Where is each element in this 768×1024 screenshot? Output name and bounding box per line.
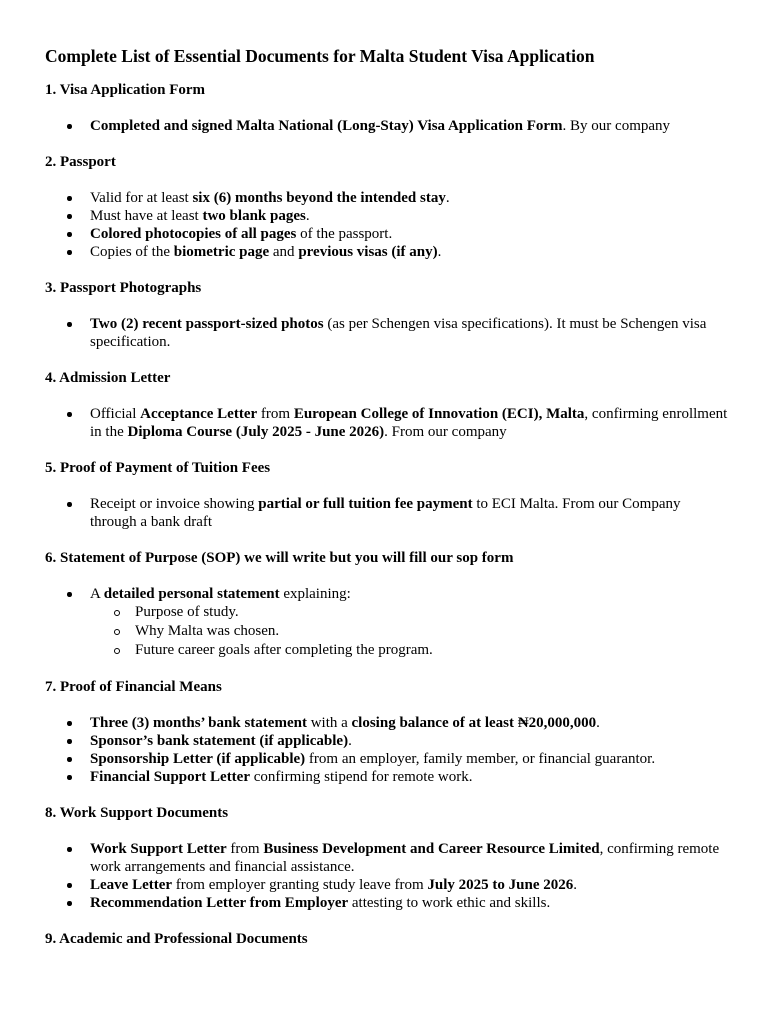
list-item: A detailed personal statement explaining: Purpose of study. Why Malta was chosen. Future career goals after completing the program.: [45, 585, 728, 660]
section-1-list: [45, 117, 728, 135]
section-heading-4: 4. Admission Letter: [45, 370, 171, 386]
bullet-icon: [67, 721, 72, 726]
bullet-icon: [67, 757, 72, 762]
list-item: Must have at least two blank pages.: [45, 207, 728, 225]
circle-bullet-icon: [114, 648, 120, 654]
list-item: Three (3) months’ bank statement with a closing balance of at least ₦20,000,000.: [45, 714, 728, 732]
sub-list-item: Why Malta was chosen.: [90, 622, 728, 641]
list-item: Leave Letter from employer granting study leave from July 2025 to June 2026.: [45, 876, 728, 894]
sub-list-item: Purpose of study.: [90, 603, 728, 622]
list-item: Completed and signed Malta National (Long-Stay) Visa Application Form. By our company: [45, 117, 728, 135]
bullet-icon: [67, 322, 72, 327]
bullet-icon: [67, 739, 72, 744]
section-2-list: [45, 189, 728, 261]
bullet-icon: [67, 214, 72, 219]
document-title: Complete List of Essential Documents for Malta Student Visa Application: [45, 46, 595, 66]
sub-list-item: Future career goals after completing the program.: [90, 641, 728, 660]
bullet-icon: [67, 124, 72, 129]
list-item: Two (2) recent passport-sized photos (as per Schengen visa specifications). It must be Schengen visa specification.: [45, 315, 728, 351]
bullet-icon: [67, 250, 72, 255]
list-item: Work Support Letter from Business Development and Career Resource Limited, confirming remote work arrangements and financial assistance.: [45, 840, 728, 876]
bullet-icon: [67, 883, 72, 888]
list-item: Recommendation Letter from Employer attesting to work ethic and skills.: [45, 894, 728, 912]
bullet-icon: [67, 775, 72, 780]
section-5-list: [45, 495, 728, 531]
sop-sublist: [90, 603, 728, 660]
section-heading-3: 3. Passport Photographs: [45, 280, 202, 296]
bullet-icon: [67, 592, 72, 597]
bullet-icon: [67, 502, 72, 507]
section-heading-1: 1. Visa Application Form: [45, 82, 206, 98]
bullet-icon: [67, 901, 72, 906]
section-4-list: [45, 405, 728, 441]
bullet-icon: [67, 847, 72, 852]
section-heading-9: 9. Academic and Professional Documents: [45, 931, 308, 947]
list-item: Valid for at least six (6) months beyond the intended stay.: [45, 189, 728, 207]
bullet-icon: [67, 232, 72, 237]
section-heading-5: 5. Proof of Payment of Tuition Fees: [45, 460, 271, 476]
bullet-icon: [67, 196, 72, 201]
bullet-icon: [67, 412, 72, 417]
list-item: Financial Support Letter confirming stipend for remote work.: [45, 768, 728, 786]
list-item: Receipt or invoice showing partial or full tuition fee payment to ECI Malta. From our Company through a bank draft: [45, 495, 728, 531]
list-item: Sponsorship Letter (if applicable) from an employer, family member, or financial guarantor.: [45, 750, 728, 768]
circle-bullet-icon: [114, 610, 120, 616]
section-7-list: [45, 714, 728, 786]
circle-bullet-icon: [114, 629, 120, 635]
section-3-list: [45, 315, 728, 351]
section-heading-7: 7. Proof of Financial Means: [45, 679, 222, 695]
section-6-list: [45, 585, 728, 660]
list-item: Official Acceptance Letter from European College of Innovation (ECI), Malta, confirming enrollment in the Diploma Course (July 2025 - June 2026). From our company: [45, 405, 728, 441]
list-item: Copies of the biometric page and previous visas (if any).: [45, 243, 728, 261]
list-item: Sponsor’s bank statement (if applicable).: [45, 732, 728, 750]
section-heading-6: 6. Statement of Purpose (SOP) we will write but you will fill our sop form: [45, 550, 514, 566]
list-item: Colored photocopies of all pages of the passport.: [45, 225, 728, 243]
section-8-list: [45, 840, 728, 912]
section-heading-8: 8. Work Support Documents: [45, 805, 229, 821]
section-heading-2: 2. Passport: [45, 154, 116, 170]
